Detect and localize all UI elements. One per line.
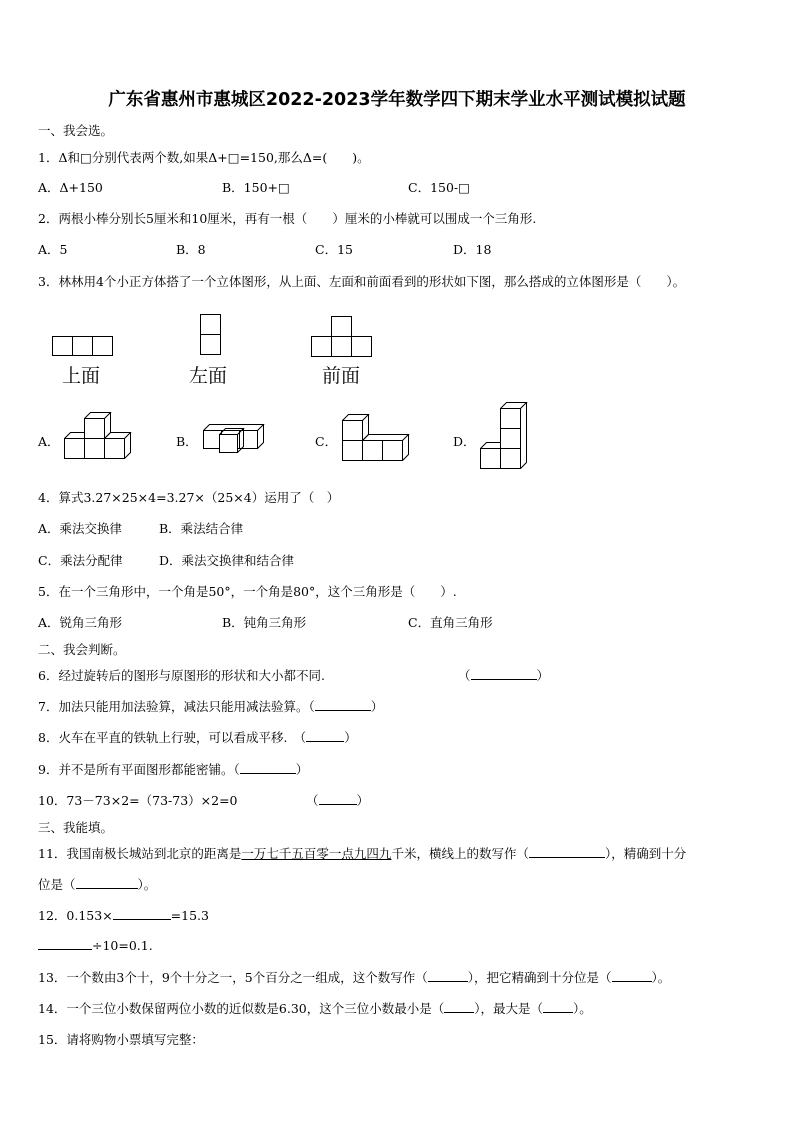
question-2-option-d[interactable]: D．18 — [453, 242, 492, 257]
question-12-blank-2[interactable] — [38, 937, 92, 950]
left-view-label: 左面 — [189, 365, 228, 387]
question-12-line-1 — [38, 906, 209, 924]
option-c-cubes-figure — [342, 418, 410, 464]
question-11-text-line2a: 位是（ — [38, 877, 76, 892]
question-4-option-b[interactable]: B．乘法结合律 — [159, 521, 244, 536]
question-11-text-pre: 11．我国南极长城站到北京的距离是 — [38, 846, 242, 861]
question-6-blank[interactable] — [471, 667, 537, 680]
question-3-option-b[interactable]: B． — [176, 434, 198, 449]
question-4-option-a[interactable]: A．乘法交换律 — [38, 521, 123, 536]
question-13-blank-1[interactable] — [428, 969, 468, 982]
question-13-text-b: ），把它精确到十分位是（ — [467, 970, 612, 985]
question-11-text-post: ），精确到十分 — [604, 846, 687, 861]
question-10-stem: 10．73－73×2=（73-73）×2=0 — [38, 793, 238, 808]
question-10-blank[interactable] — [319, 792, 357, 805]
question-8-stem: 8．火车在平直的铁轨上行驶，可以看成平移. （ — [38, 730, 307, 745]
question-3-option-c[interactable]: C． — [315, 434, 338, 449]
top-view-figure — [52, 336, 114, 356]
front-view-figure — [311, 316, 373, 358]
question-14-text-b: ），最大是（ — [474, 1001, 544, 1016]
question-10-answer[interactable] — [306, 791, 369, 809]
question-11-blank-1[interactable] — [529, 845, 605, 858]
question-5-option-c[interactable]: C．直角三角形 — [408, 615, 493, 630]
question-12-line-2 — [38, 937, 153, 953]
left-view-figure — [200, 314, 221, 356]
question-7-stem: 7．加法只能用加法验算，减法只能用减法验算。（ — [38, 699, 315, 714]
question-1-option-b[interactable]: B．150+□ — [222, 180, 290, 195]
question-4-stem: 4．算式3.27×25×4=3.27×（25×4）运用了（ ） — [38, 490, 340, 505]
option-d-cubes-figure — [480, 406, 528, 470]
question-7-blank[interactable] — [315, 698, 371, 711]
question-13-text-c: ）。 — [651, 970, 671, 985]
question-2-stem: 2．两根小棒分别长5厘米和10厘米，再有一根（ ）厘米的小棒就可以围成一个三角形. — [38, 211, 537, 226]
question-13-line — [38, 968, 670, 986]
question-14-text-c: ）。 — [573, 1001, 592, 1016]
question-3-stem: 3．林林用4个小正方体搭了一个立体图形，从上面、左面和前面看到的形状如下图，那么搭成的立体图形是（ ）。 — [38, 274, 686, 289]
question-1-stem: 1．Δ和□分别代表两个数,如果Δ+□=150,那么Δ=( )。 — [38, 150, 370, 165]
option-b-cubes-figure — [203, 424, 269, 452]
question-14-line — [38, 999, 592, 1017]
question-10-open-paren: （ — [306, 793, 319, 808]
option-a-cubes-figure — [64, 414, 134, 462]
question-6-open-paren: （ — [458, 668, 471, 683]
question-14-blank-2[interactable] — [543, 1000, 573, 1013]
question-1-option-a[interactable]: A．Δ+150 — [38, 180, 103, 195]
question-5-option-a[interactable]: A．锐角三角形 — [38, 615, 123, 630]
section-heading-2: 二、我会判断。 — [38, 642, 126, 657]
question-11-text-line2b: ）。 — [137, 877, 157, 892]
question-12-blank-1[interactable] — [113, 907, 171, 920]
question-11-line-2 — [38, 875, 156, 893]
question-9-close-paren: ） — [295, 762, 309, 777]
question-2-option-c[interactable]: C．15 — [315, 242, 353, 257]
question-5-stem: 5．在一个三角形中，一个角是50°，一个角是80°，这个三角形是（ ）. — [38, 584, 457, 599]
question-4-option-c[interactable]: C．乘法分配律 — [38, 553, 123, 568]
question-7-close-paren: ） — [370, 699, 384, 714]
question-2-option-b[interactable]: B．8 — [176, 242, 206, 257]
question-4-option-d[interactable]: D．乘法交换律和结合律 — [159, 553, 295, 568]
question-11-underlined-number: 一万七千五百零一点九四九 — [241, 846, 392, 861]
question-6-close-paren: ） — [536, 668, 550, 683]
top-view-label: 上面 — [62, 365, 101, 387]
question-8-blank[interactable] — [306, 729, 344, 742]
question-2-option-a[interactable]: A．5 — [38, 242, 68, 257]
question-12-text-1b: =15.3 — [170, 908, 209, 923]
question-8-close-paren: ） — [344, 730, 357, 745]
page-title: 广东省惠州市惠城区2022-2023学年数学四下期末学业水平测试模拟试题 — [108, 90, 686, 110]
question-6-answer[interactable] — [458, 666, 549, 684]
question-5-option-b[interactable]: B．钝角三角形 — [222, 615, 307, 630]
question-6-stem: 6．经过旋转后的图形与原图形的形状和大小都不同. — [38, 668, 325, 683]
question-3-option-d[interactable]: D． — [453, 434, 476, 449]
question-15-stem: 15．请将购物小票填写完整： — [38, 1032, 204, 1047]
question-9-line — [38, 760, 308, 778]
question-14-blank-1[interactable] — [444, 1000, 474, 1013]
question-13-text-a: 13．一个数由3个十，9个十分之一，5个百分之一组成，这个数写作（ — [38, 970, 428, 985]
question-9-stem: 9．并不是所有平面图形都能密铺。（ — [38, 762, 240, 777]
question-9-blank[interactable] — [240, 761, 296, 774]
question-11-text-mid: 千米，横线上的数写作（ — [391, 846, 529, 861]
question-14-text-a: 14．一个三位小数保留两位小数的近似数是6.30，这个三位小数最小是（ — [38, 1001, 445, 1016]
question-8-line — [38, 728, 357, 746]
question-12-text-2: ÷10=0.1. — [92, 938, 153, 953]
section-heading-3: 三、我能填。 — [38, 820, 114, 835]
question-11-blank-2[interactable] — [76, 876, 138, 889]
question-7-line — [38, 697, 383, 715]
section-heading-1: 一、我会选。 — [38, 123, 114, 138]
question-12-text-1a: 12．0.153× — [38, 908, 113, 923]
question-11-line-1 — [38, 844, 686, 862]
question-1-option-c[interactable]: C．150-□ — [408, 180, 470, 195]
question-13-blank-2[interactable] — [612, 969, 652, 982]
front-view-label: 前面 — [322, 365, 361, 387]
question-10-close-paren: ） — [356, 793, 370, 808]
question-3-option-a[interactable]: A． — [38, 434, 60, 449]
